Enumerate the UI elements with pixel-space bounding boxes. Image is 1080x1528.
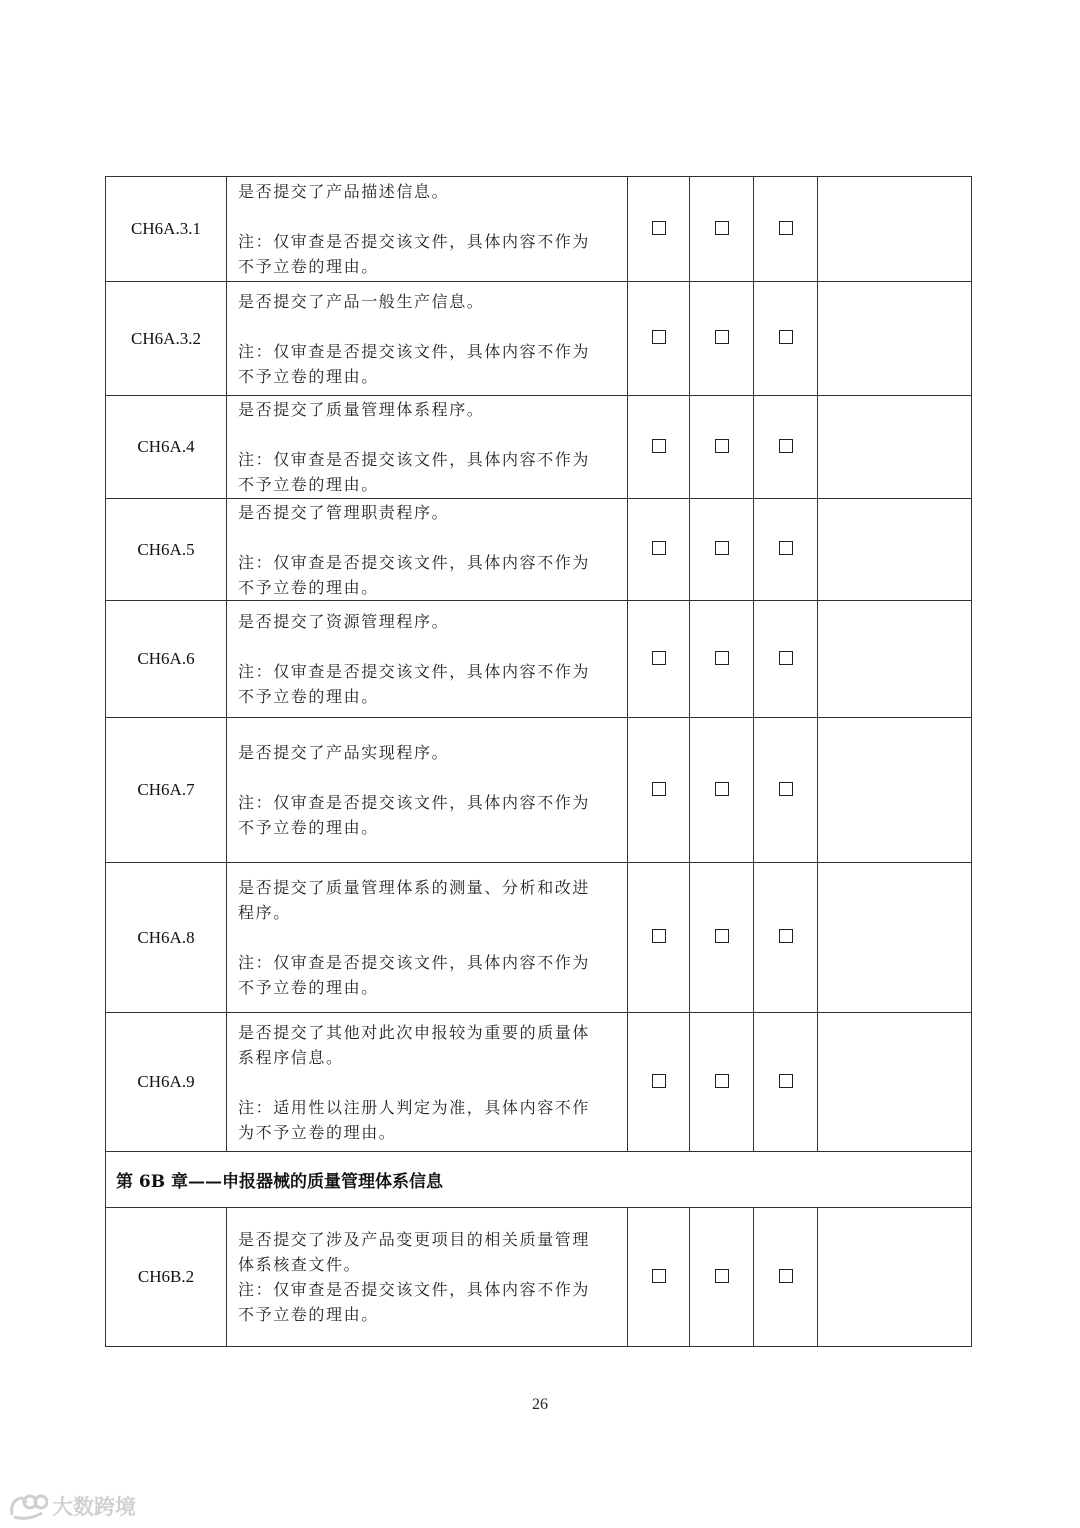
checkbox-col-2: [690, 282, 754, 396]
checkbox[interactable]: [715, 1269, 729, 1283]
spacer: [238, 765, 617, 790]
item-code: CH6A.4: [106, 396, 227, 499]
table-row: [106, 1208, 972, 1347]
checkbox[interactable]: [715, 221, 729, 235]
checkbox-col-1: [628, 863, 690, 1013]
remarks-cell: [818, 718, 972, 863]
checkbox-col-2: [690, 1208, 754, 1347]
checkbox-col-1: [628, 601, 690, 718]
checkbox-col-1: [628, 1013, 690, 1152]
spacer: [238, 314, 617, 339]
item-code: CH6A.8: [106, 863, 227, 1013]
checkbox[interactable]: [779, 1269, 793, 1283]
note-line: 注：适用性以注册人判定为准，具体内容不作: [238, 1097, 591, 1117]
remarks-cell: [818, 863, 972, 1013]
spacer: [238, 204, 617, 229]
checkbox[interactable]: [652, 1269, 666, 1283]
item-code: CH6A.3.1: [106, 177, 227, 282]
table-row: [106, 601, 972, 718]
checkbox-col-3: [754, 1013, 818, 1152]
question-line: 是否提交了其他对此次申报较为重要的质量体: [238, 1022, 591, 1042]
item-code: CH6A.3.2: [106, 282, 227, 396]
checkbox[interactable]: [652, 439, 666, 453]
question-line: 程序。: [238, 903, 291, 922]
note-line: 不予立卷的理由。: [238, 257, 379, 276]
checkbox[interactable]: [652, 651, 666, 665]
checkbox[interactable]: [715, 439, 729, 453]
checkbox-col-3: [754, 1208, 818, 1347]
checkbox[interactable]: [779, 541, 793, 555]
table-row: [106, 718, 972, 863]
remarks-cell: [818, 499, 972, 601]
checkbox-col-3: [754, 177, 818, 282]
checkbox[interactable]: [652, 541, 666, 555]
checkbox[interactable]: [779, 439, 793, 453]
note-line: 注：仅审查是否提交该文件，具体内容不作为: [238, 953, 591, 972]
checkbox[interactable]: [715, 782, 729, 796]
item-description: [227, 177, 628, 282]
note-line: 为不予立卷的理由。: [238, 1122, 397, 1142]
page-number: 26: [532, 1396, 548, 1413]
checkbox[interactable]: [715, 929, 729, 943]
checkbox[interactable]: [779, 651, 793, 665]
checkbox[interactable]: [715, 651, 729, 665]
checkbox[interactable]: [779, 330, 793, 344]
note-line: 不予立卷的理由。: [238, 366, 379, 386]
item-code: CH6B.2: [106, 1208, 227, 1347]
question-line: 是否提交了质量管理体系的测量、分析和改进: [238, 878, 591, 897]
spacer: [238, 422, 617, 447]
note-line: 不予立卷的理由。: [238, 1305, 379, 1324]
item-code: CH6A.5: [106, 499, 227, 601]
item-description: [227, 282, 628, 396]
item-description: [227, 499, 628, 601]
chapter-6b-rows: [106, 1208, 972, 1347]
checkbox-col-1: [628, 282, 690, 396]
table-row: [106, 177, 972, 282]
checkbox[interactable]: [779, 782, 793, 796]
watermark-text: 大数跨境: [52, 1495, 136, 1519]
checkbox-col-2: [690, 396, 754, 499]
note-line: 不予立卷的理由。: [238, 978, 379, 997]
question-line: 体系核查文件。: [238, 1255, 362, 1274]
checkbox-col-3: [754, 396, 818, 499]
question-line: 是否提交了涉及产品变更项目的相关质量管理: [238, 1230, 591, 1249]
item-description: [227, 863, 628, 1013]
question-line: 是否提交了产品描述信息。: [238, 182, 450, 201]
remarks-cell: [818, 601, 972, 718]
checkbox-col-2: [690, 863, 754, 1013]
checkbox[interactable]: [779, 929, 793, 943]
table-row: [106, 1013, 972, 1152]
checkbox[interactable]: [715, 1074, 729, 1088]
remarks-cell: [818, 1013, 972, 1152]
item-code: CH6A.9: [106, 1013, 227, 1152]
note-line: 不予立卷的理由。: [238, 687, 379, 706]
note-line: 不予立卷的理由。: [238, 577, 379, 597]
item-description: [227, 1013, 628, 1152]
note-line: 注：仅审查是否提交该文件，具体内容不作为: [238, 1280, 591, 1299]
checkbox[interactable]: [779, 221, 793, 235]
watermark: [8, 1490, 136, 1522]
question-line: 是否提交了管理职责程序。: [238, 502, 450, 522]
note-line: 不予立卷的理由。: [238, 818, 379, 837]
checkbox-col-2: [690, 1013, 754, 1152]
checkbox[interactable]: [652, 929, 666, 943]
question-line: 是否提交了资源管理程序。: [238, 612, 450, 631]
checkbox-col-3: [754, 601, 818, 718]
question-line: 是否提交了产品实现程序。: [238, 743, 450, 762]
checkbox-col-2: [690, 601, 754, 718]
checkbox[interactable]: [715, 330, 729, 344]
checkbox-col-2: [690, 177, 754, 282]
checkbox-col-1: [628, 177, 690, 282]
checkbox[interactable]: [652, 221, 666, 235]
note-line: 注：仅审查是否提交该文件，具体内容不作为: [238, 341, 591, 361]
note-line: 注：仅审查是否提交该文件，具体内容不作为: [238, 662, 591, 681]
checkbox[interactable]: [779, 1074, 793, 1088]
chapter-title: 第 6B 章——申报器械的质量管理体系信息: [106, 1152, 972, 1208]
checkbox[interactable]: [652, 782, 666, 796]
checkbox[interactable]: [652, 1074, 666, 1088]
item-description: [227, 718, 628, 863]
checkbox[interactable]: [715, 541, 729, 555]
item-description: [227, 396, 628, 499]
table-row: [106, 282, 972, 396]
question-line: 是否提交了产品一般生产信息。: [238, 291, 485, 311]
question-line: 是否提交了质量管理体系程序。: [238, 400, 485, 419]
question-line: 系程序信息。: [238, 1047, 344, 1067]
table-row: [106, 863, 972, 1013]
remarks-cell: [818, 177, 972, 282]
remarks-cell: [818, 1208, 972, 1347]
item-description: [227, 601, 628, 718]
remarks-cell: [818, 396, 972, 499]
chapter-6b-heading-group: [106, 1152, 972, 1208]
table-row: [106, 499, 972, 601]
table-row: [106, 396, 972, 499]
item-code: CH6A.6: [106, 601, 227, 718]
item-description: [227, 1208, 628, 1347]
checkbox-col-1: [628, 1208, 690, 1347]
checkbox-col-2: [690, 499, 754, 601]
checkbox-col-3: [754, 863, 818, 1013]
spacer: [238, 1070, 617, 1095]
checklist-table: [105, 176, 972, 1347]
checkbox-col-2: [690, 718, 754, 863]
note-line: 不予立卷的理由。: [238, 475, 379, 494]
checkbox[interactable]: [652, 330, 666, 344]
chapter-row: [106, 1152, 972, 1208]
checkbox-col-3: [754, 718, 818, 863]
checkbox-col-3: [754, 499, 818, 601]
note-line: 注：仅审查是否提交该文件，具体内容不作为: [238, 232, 591, 251]
spacer: [238, 525, 617, 550]
note-line: 注：仅审查是否提交该文件，具体内容不作为: [238, 552, 591, 572]
note-line: 注：仅审查是否提交该文件，具体内容不作为: [238, 793, 591, 812]
chapter-6a-rows: [106, 177, 972, 1152]
note-line: 注：仅审查是否提交该文件，具体内容不作为: [238, 450, 591, 469]
checkbox-col-1: [628, 396, 690, 499]
checkbox-col-1: [628, 718, 690, 863]
spacer: [238, 925, 617, 950]
checkbox-col-3: [754, 282, 818, 396]
spacer: [238, 634, 617, 659]
remarks-cell: [818, 282, 972, 396]
watermark-logo-icon: [8, 1491, 48, 1521]
item-code: CH6A.7: [106, 718, 227, 863]
checkbox-col-1: [628, 499, 690, 601]
